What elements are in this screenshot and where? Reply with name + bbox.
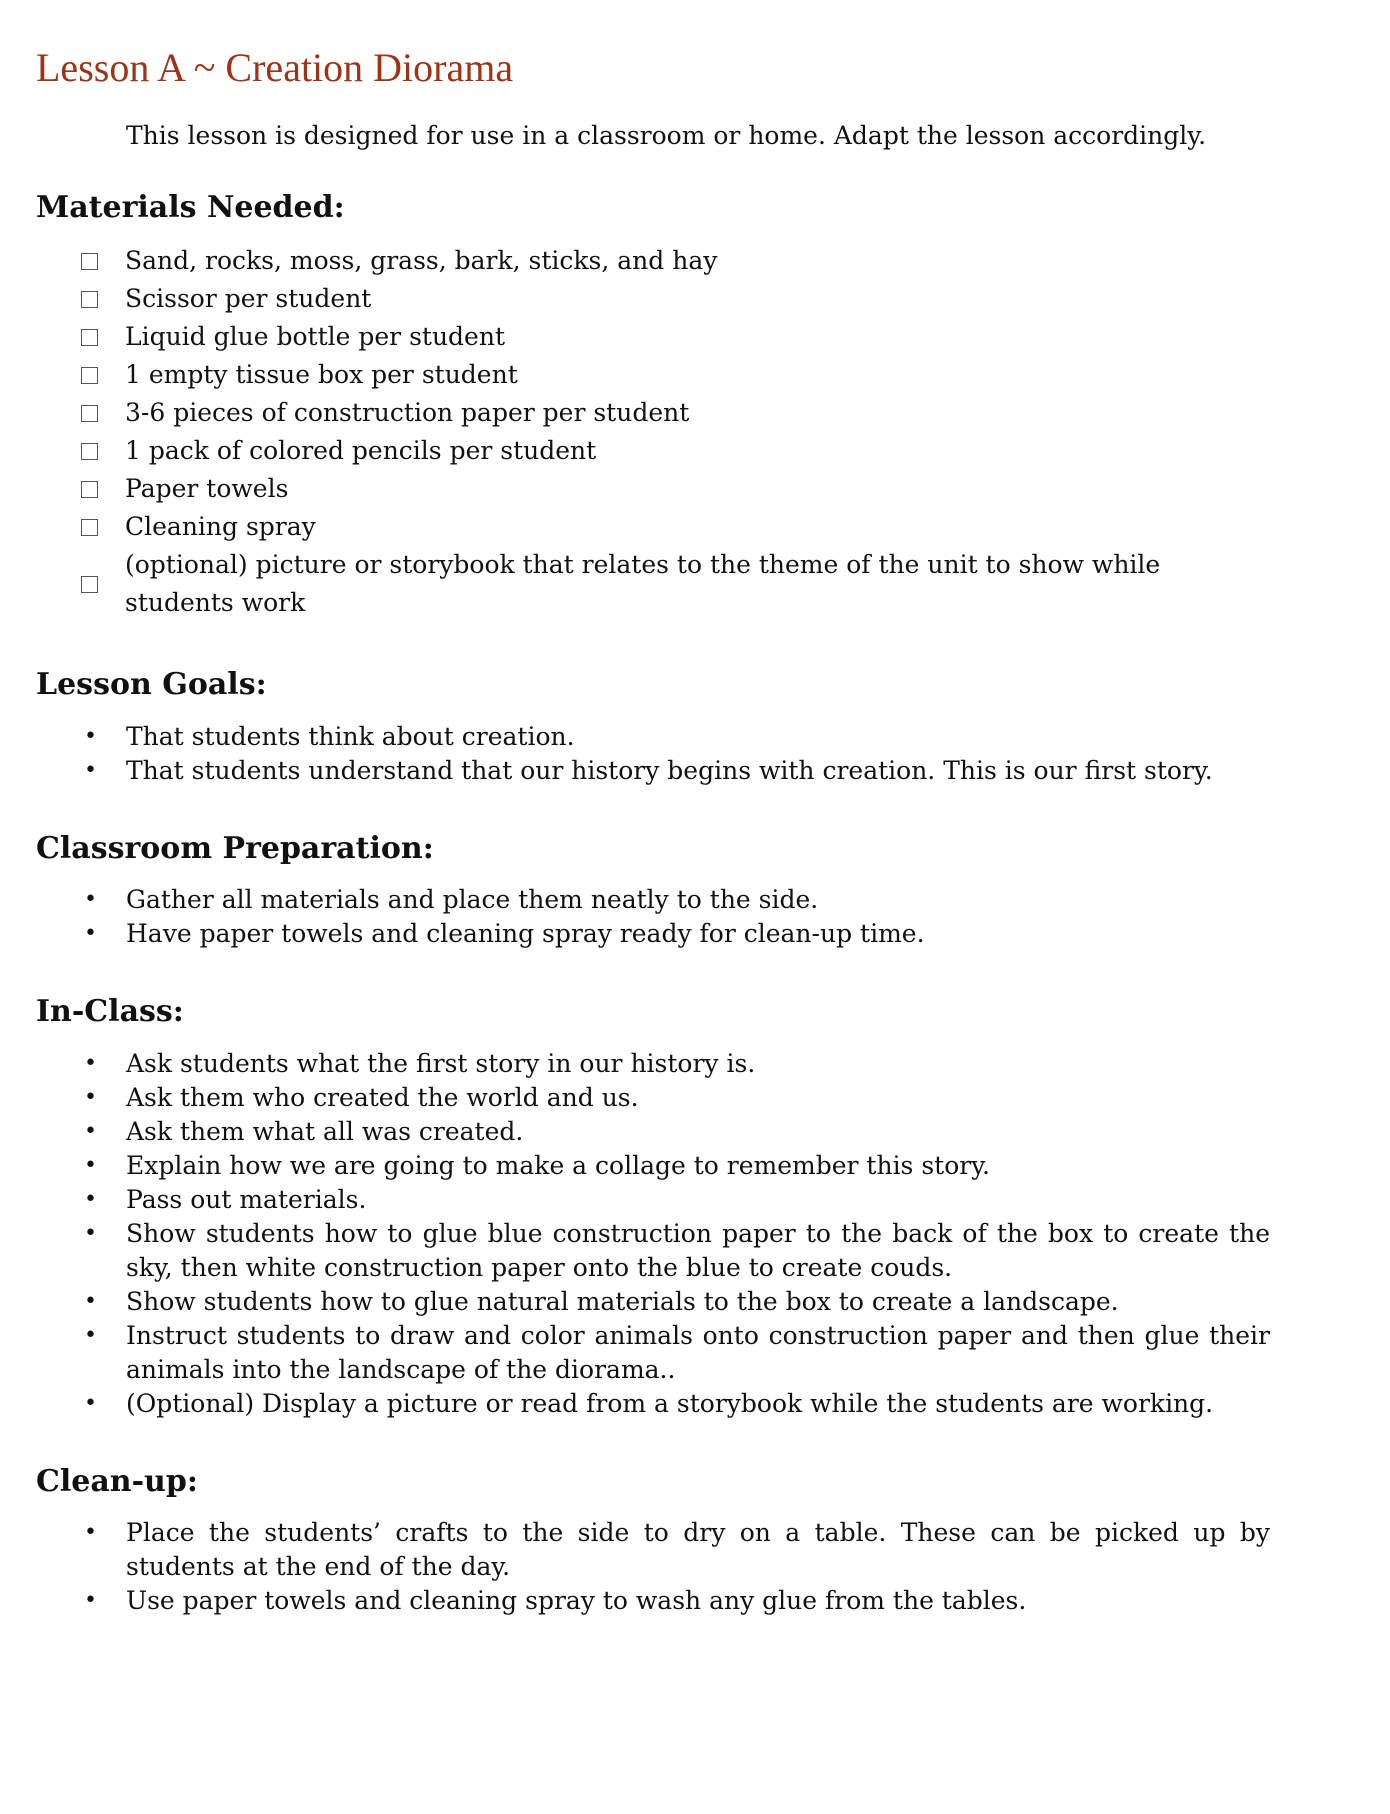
checkbox-icon bbox=[81, 519, 98, 536]
in-class-heading: In-Class: bbox=[36, 994, 184, 1029]
in-class-item bbox=[36, 1319, 1270, 1387]
preparation-item bbox=[36, 917, 1270, 951]
in-class-item bbox=[36, 1115, 1270, 1149]
cleanup-heading: Clean-up: bbox=[36, 1463, 198, 1499]
checkbox-icon bbox=[81, 291, 98, 308]
bullet-icon: • bbox=[84, 1288, 97, 1314]
materials-item bbox=[36, 280, 1270, 318]
in-class-item-text: Instruct students to draw and color animals onto construction paper and then glue their animals into the landscape of the diorama.. bbox=[126, 1320, 1270, 1384]
materials-heading: Materials Needed: bbox=[36, 189, 345, 225]
materials-item bbox=[36, 356, 1270, 394]
bullet-icon: • bbox=[84, 921, 97, 946]
bullet-icon: • bbox=[84, 1118, 97, 1144]
in-class-item-text: Show students how to glue natural materials to the box to create a landscape. bbox=[126, 1286, 1119, 1316]
materials-item-label: 1 empty tissue box per student bbox=[125, 360, 518, 389]
materials-item-label: Sand, rocks, moss, grass, bark, sticks, and hay bbox=[125, 246, 718, 275]
cleanup-item bbox=[36, 1516, 1270, 1584]
bullet-icon: • bbox=[84, 1322, 97, 1348]
in-class-item-text: Show students how to glue blue construction paper to the back of the box to create the sky, then white construction paper onto the blue to create couds. bbox=[126, 1218, 1270, 1282]
goals-heading: Lesson Goals: bbox=[36, 667, 267, 702]
page-title: Lesson A ~ Creation Diorama bbox=[36, 45, 514, 90]
bullet-icon: • bbox=[84, 1152, 97, 1178]
goals-item-text: That students think about creation. bbox=[126, 721, 575, 751]
bullet-icon: • bbox=[84, 1186, 97, 1212]
cleanup-item-text: Place the students’ crafts to the side to dry on a table. These can be picked up by students at the end of the day. bbox=[126, 1518, 1270, 1581]
goals-list bbox=[36, 720, 1270, 788]
in-class-item bbox=[36, 1285, 1270, 1319]
materials-item-label: Liquid glue bottle per student bbox=[125, 322, 505, 351]
materials-checklist bbox=[36, 242, 1270, 622]
materials-item bbox=[36, 432, 1270, 470]
bullet-icon: • bbox=[84, 757, 97, 783]
materials-item bbox=[36, 470, 1270, 508]
materials-item-label: Cleaning spray bbox=[125, 512, 316, 541]
in-class-item-text: Pass out materials. bbox=[126, 1184, 367, 1214]
bullet-icon: • bbox=[84, 1084, 97, 1110]
materials-item bbox=[36, 508, 1270, 546]
preparation-item-text: Have paper towels and cleaning spray ready for clean-up time. bbox=[126, 919, 925, 948]
materials-item-label: 1 pack of colored pencils per student bbox=[125, 436, 597, 465]
checkbox-icon bbox=[81, 576, 98, 593]
in-class-item-text: Ask them what all was created. bbox=[126, 1116, 524, 1146]
cleanup-item-text: Use paper towels and cleaning spray to wash any glue from the tables. bbox=[126, 1586, 1027, 1615]
in-class-list bbox=[36, 1047, 1270, 1421]
materials-item bbox=[36, 546, 1270, 622]
bullet-icon: • bbox=[84, 1520, 97, 1545]
preparation-heading: Classroom Preparation: bbox=[36, 830, 434, 866]
bullet-icon: • bbox=[84, 1220, 97, 1246]
bullet-icon: • bbox=[84, 1050, 97, 1076]
materials-item-label: 3-6 pieces of construction paper per student bbox=[125, 398, 690, 427]
cleanup-item bbox=[36, 1584, 1270, 1618]
preparation-item-text: Gather all materials and place them neatly to the side. bbox=[126, 885, 819, 914]
in-class-item bbox=[36, 1047, 1270, 1081]
materials-item-label: Scissor per student bbox=[125, 284, 372, 313]
in-class-item-text: Ask them who created the world and us. bbox=[126, 1082, 639, 1112]
bullet-icon: • bbox=[84, 1390, 97, 1416]
materials-item-label: Paper towels bbox=[125, 474, 289, 503]
bullet-icon: • bbox=[84, 1588, 97, 1613]
in-class-item bbox=[36, 1081, 1270, 1115]
in-class-item bbox=[36, 1217, 1270, 1285]
checkbox-icon bbox=[81, 405, 98, 422]
checkbox-icon bbox=[81, 329, 98, 346]
goals-item-text: That students understand that our history begins with creation. This is our first story. bbox=[126, 755, 1213, 785]
materials-item bbox=[36, 318, 1270, 356]
in-class-item-text: Ask students what the first story in our history is. bbox=[126, 1048, 756, 1078]
checkbox-icon bbox=[81, 253, 98, 270]
in-class-item-text: (Optional) Display a picture or read from a storybook while the students are working. bbox=[126, 1388, 1214, 1418]
materials-item bbox=[36, 242, 1270, 280]
goals-item bbox=[36, 720, 1270, 754]
materials-item bbox=[36, 394, 1270, 432]
in-class-item-text: Explain how we are going to make a collage to remember this story. bbox=[126, 1150, 990, 1180]
checkbox-icon bbox=[81, 367, 98, 384]
in-class-item bbox=[36, 1387, 1270, 1421]
in-class-item bbox=[36, 1183, 1270, 1217]
bullet-icon: • bbox=[84, 887, 97, 912]
preparation-list bbox=[36, 883, 1270, 951]
cleanup-list bbox=[36, 1516, 1270, 1618]
intro-paragraph: This lesson is designed for use in a classroom or home. Adapt the lesson accordingly. bbox=[126, 121, 1207, 150]
goals-item bbox=[36, 754, 1270, 788]
checkbox-icon bbox=[81, 481, 98, 498]
in-class-item bbox=[36, 1149, 1270, 1183]
checkbox-icon bbox=[81, 443, 98, 460]
materials-item-label: (optional) picture or storybook that relates to the theme of the unit to show while students work bbox=[125, 550, 1161, 617]
preparation-item bbox=[36, 883, 1270, 917]
bullet-icon: • bbox=[84, 723, 97, 749]
